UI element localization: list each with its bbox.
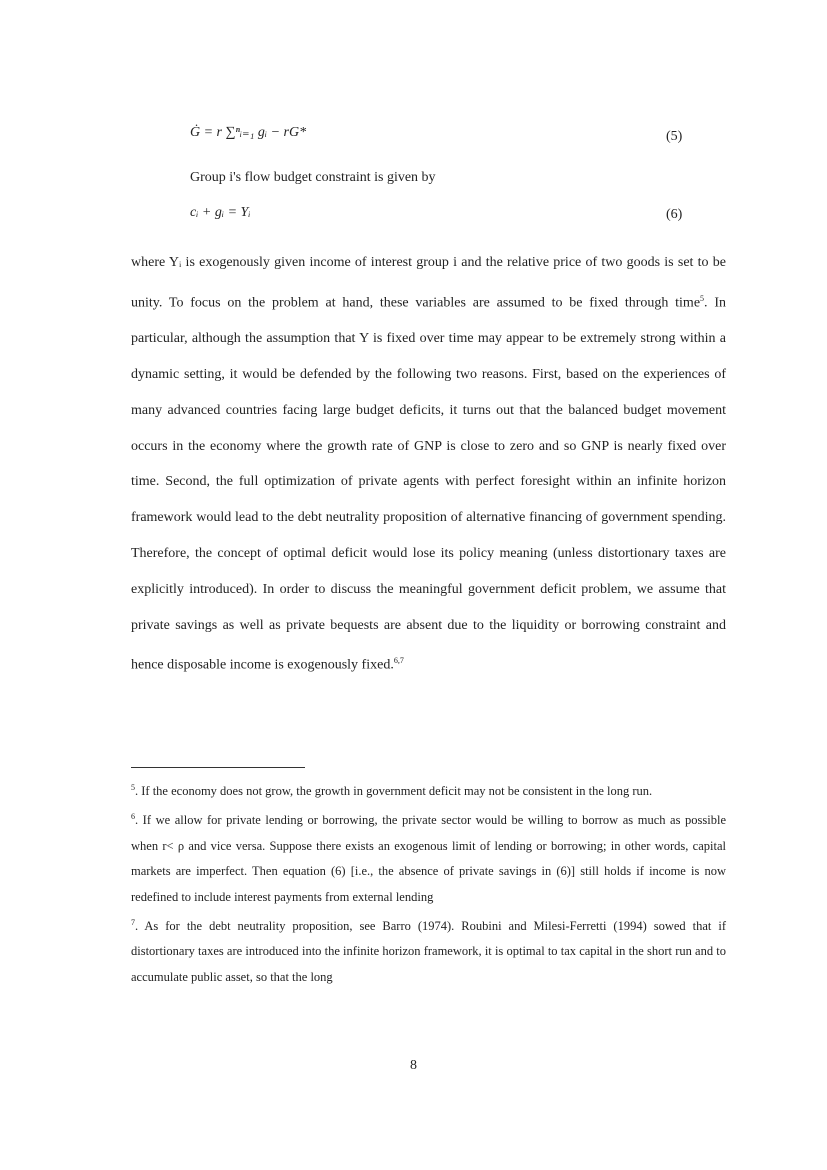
equation-5-number: (5) [666,129,683,144]
footnote-separator [131,767,305,768]
footnote-text: . As for the debt neutrality proposition, see Barro (1974). Roubini and Milesi-Ferretti (1994) sowed that if distortionary taxes are introduced into the infinite horizon framework, it is optimal to tax capital in the short run and to accumulate public asset, so that the long [131,918,726,984]
intro-line: Group i's flow budget constraint is given by [190,170,436,185]
paragraph-part-2: . In particular, although the assumption that Y is fixed over time may appear to be extremely strong within a dynamic setting, it would be defended by the following two reasons. First, based on the experiences of many advanced countries facing large budget deficits, it turns out that the balanced budget movement occurs in the economy where the growth rate of GNP is close to zero and so GNP is nearly fixed over time. Second, the full optimization of private agents with perfect foresight within an infinite horizon framework would lead to the debt neutrality proposition of alternative financing of government spending. Therefore, the concept of optimal deficit would lose its policy meaning (unless distortionary taxes are explicitly introduced). In order to discuss the meaningful government deficit problem, we assume that private savings as well as private bequests are absent due to the liquidity or borrowing constraint and hence disposable income is exogenously fixed. [131,295,726,674]
footnote-5 [131,775,726,804]
equation-5 [190,124,306,141]
footnote-mark: 5 [131,783,135,792]
footnotes [131,775,726,990]
equation-5-text: Ġ = r ∑ⁿᵢ₌₁ gᵢ − rG* [190,125,307,140]
paragraph-part-1: where Yᵢ is exogenously given income of interest group i and the relative price of two goods is set to be unity. To focus on the problem at hand, these variables are assumed to be fixed through time [131,255,726,311]
equation-6-number: (6) [666,207,683,222]
footnote-ref-5: 5 [700,293,705,303]
footnote-mark: 7 [131,917,135,927]
footnote-7 [131,910,726,990]
page-number: 8 [410,1058,417,1073]
footnote-6 [131,804,726,909]
equation-6-text: cᵢ + gᵢ = Yᵢ [190,205,251,220]
main-paragraph [131,245,726,684]
footnote-text: . If the economy does not grow, the growth in government deficit may not be consistent in the long run. [135,784,653,799]
footnote-mark: 6 [131,812,135,822]
footnote-text: . If we allow for private lending or borrowing, the private sector would be willing to borrow as much as possible when r< ρ and vice versa. Suppose there exists an exogenous limit of lending or borrowing; in other words, capital markets are imperfect. Then equation (6) [i.e., the absence of private savings in (6)] still holds if income is now redefined to include interest payments from external lending [131,813,726,904]
footnote-ref-6-7: 6,7 [393,656,404,666]
equation-6 [190,205,251,221]
